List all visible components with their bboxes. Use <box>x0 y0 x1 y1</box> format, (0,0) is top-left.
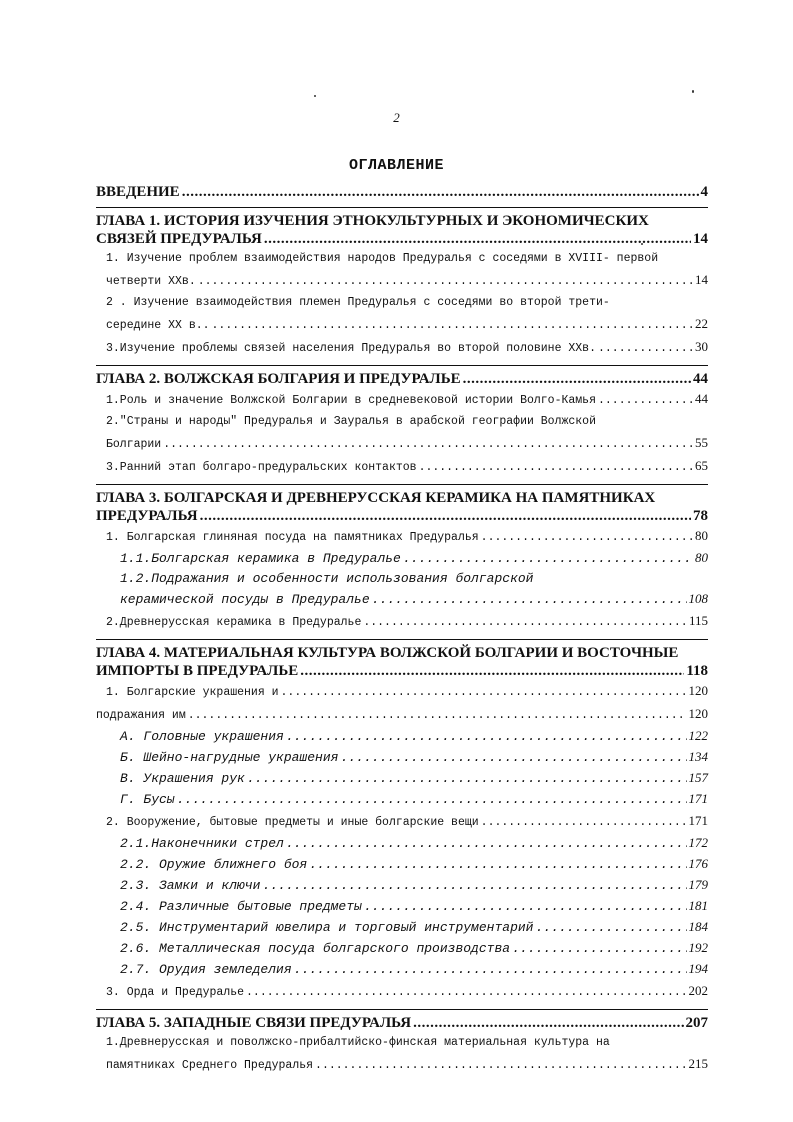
dot-leader <box>598 338 693 359</box>
toc-entry-title: СВЯЗЕЙ ПРЕДУРАЛЬЯ <box>96 231 262 247</box>
toc-title: ОГЛАВЛЕНИЕ <box>348 157 444 174</box>
toc-page-number: 194 <box>688 961 708 976</box>
dot-leader <box>403 549 693 569</box>
toc-page-number: 172 <box>688 835 708 850</box>
section-divider <box>96 207 708 208</box>
toc-entry-title: ПРЕДУРАЛЬЯ <box>96 508 198 524</box>
toc-entry-row <box>106 455 708 478</box>
toc-page-number: 78 <box>693 508 708 524</box>
toc-page-number: 176 <box>688 856 708 871</box>
toc-entry-row <box>120 875 708 896</box>
toc-entry-title: четверти XXв. <box>106 275 196 288</box>
toc-entry-row <box>106 269 708 292</box>
toc-entry-title: керамической посуды в Предуралье <box>120 592 370 607</box>
dot-leader <box>177 790 687 810</box>
toc-entry-row <box>120 747 708 768</box>
scan-speck <box>314 95 316 97</box>
dot-leader <box>535 918 686 938</box>
toc-entry-title: А. Головные украшения <box>120 729 284 744</box>
toc-entry-title: 1.1.Болгарская керамика в Предуралье <box>120 551 401 566</box>
toc-entry-row <box>106 810 708 833</box>
toc-entry-title: 3.Изучение проблемы связей населения Предуралья во второй половине XXв. <box>106 342 596 355</box>
dot-leader <box>264 230 691 248</box>
dot-leader <box>286 834 687 854</box>
toc-entry-title: 1.Роль и значение Волжской Болгарии в средневековой истории Волго-Камья <box>106 394 596 407</box>
toc-entry-row <box>120 854 708 875</box>
toc-page-number: 80 <box>695 550 708 565</box>
toc-subsection <box>96 854 708 875</box>
toc-entry-row <box>96 183 708 201</box>
toc-subsection <box>96 875 708 896</box>
toc-section <box>96 610 708 633</box>
toc-section <box>96 388 708 411</box>
toc-page-number: 4 <box>700 184 708 200</box>
toc-chapter <box>96 489 708 525</box>
dot-leader <box>286 727 687 747</box>
toc-subsection <box>96 833 708 854</box>
toc-section <box>96 525 708 548</box>
toc-entry-row <box>106 680 708 703</box>
toc-entry-row <box>96 370 708 388</box>
dot-leader <box>246 982 686 1003</box>
toc-page-number: 44 <box>693 371 708 387</box>
toc-entry-title: 2.Древнерусская керамика в Предуралье <box>106 616 362 629</box>
toc-chapter <box>96 1014 708 1032</box>
toc-entry-row <box>106 313 708 336</box>
dot-leader <box>309 855 686 875</box>
toc-page-number: 44 <box>695 391 708 406</box>
toc-entry-title: 2.7. Орудия земледелия <box>120 962 292 977</box>
toc-page-number: 108 <box>688 591 708 606</box>
toc-page-number: 179 <box>688 877 708 892</box>
toc-chapter <box>96 644 708 680</box>
toc-subsection <box>96 896 708 917</box>
section-divider <box>96 639 708 640</box>
toc-entry-title: памятниках Среднего Предуралья <box>106 1059 314 1072</box>
toc-entry-row <box>106 525 708 548</box>
dot-leader <box>188 705 687 726</box>
toc-section <box>96 680 708 703</box>
dot-leader <box>163 434 693 455</box>
dot-leader <box>340 748 686 768</box>
toc-entry-title-line: 2."Страны и народы" Предуралья и Зауралья в арабской географии Волжской <box>106 415 596 428</box>
toc-chapter <box>96 370 708 388</box>
toc-page-number: 134 <box>688 749 708 764</box>
toc-entry-row <box>96 662 708 680</box>
toc-page-number: 14 <box>695 272 708 287</box>
toc-page-number: 118 <box>686 663 708 679</box>
toc-page-number: 171 <box>688 813 708 828</box>
dot-leader <box>198 271 693 292</box>
toc-entry-row <box>120 589 708 610</box>
dot-leader <box>372 590 687 610</box>
toc-subsection <box>96 726 708 747</box>
dot-leader <box>413 1014 683 1032</box>
toc-section <box>96 455 708 478</box>
table-of-contents <box>96 183 708 1076</box>
toc-section <box>96 411 708 455</box>
toc-subsection <box>96 569 708 610</box>
toc-page-number: 55 <box>695 435 708 450</box>
toc-subsection <box>96 917 708 938</box>
toc-entry-title: ГЛАВА 5. ЗАПАДНЫЕ СВЯЗИ ПРЕДУРАЛЬЯ <box>96 1015 412 1031</box>
toc-page-number: 22 <box>695 316 708 331</box>
toc-entry-row <box>96 507 708 525</box>
toc-entry-row <box>120 938 708 959</box>
page-number: 2 <box>393 110 400 125</box>
toc-entry-title: ИМПОРТЫ В ПРЕДУРАЛЬЕ <box>96 663 299 679</box>
toc-page-number: 80 <box>695 528 708 543</box>
toc-entry-title: 3. Орда и Предуралье <box>106 986 245 999</box>
toc-chapter <box>96 212 708 248</box>
toc-entry-row <box>106 980 708 1003</box>
toc-page-number: 115 <box>688 613 708 628</box>
toc-page-number: 14 <box>693 231 708 247</box>
toc-page-number: 120 <box>688 683 708 698</box>
toc-section <box>96 810 708 833</box>
dot-leader <box>315 1055 686 1076</box>
toc-entry-title-line: 2 . Изучение взаимодействия племен Предуралья с соседями во второй трети- <box>106 296 610 309</box>
section-divider <box>96 1009 708 1010</box>
toc-page-number: 30 <box>695 339 708 354</box>
toc-page-number: 202 <box>688 983 708 998</box>
toc-page-number: 157 <box>688 770 708 785</box>
toc-entry-title: 1. Болгарская глиняная посуда на памятниках Предуралья <box>106 531 479 544</box>
toc-entry-row <box>120 833 708 854</box>
dot-leader <box>419 457 693 478</box>
toc-page-number: 215 <box>688 1056 708 1071</box>
toc-entry-row <box>120 726 708 747</box>
dot-leader <box>281 682 687 703</box>
toc-entry-row <box>106 336 708 359</box>
toc-entry-row <box>96 230 708 248</box>
toc-entry-row <box>120 789 708 810</box>
toc-entry-title: 2.2. Оружие ближнего боя <box>120 857 308 872</box>
dot-leader <box>182 183 699 201</box>
toc-subsection <box>96 959 708 980</box>
toc-entry-title: 2.5. Инструментарий ювелира и торговый инструментарий <box>120 920 534 935</box>
toc-entry-row <box>106 610 708 633</box>
toc-entry-title: ВВЕДЕНИЕ <box>96 184 180 200</box>
toc-subsection <box>96 747 708 768</box>
toc-entry-row <box>96 1014 708 1032</box>
toc-subsection <box>96 768 708 789</box>
toc-entry-title-line: ГЛАВА 4. МАТЕРИАЛЬНАЯ КУЛЬТУРА ВОЛЖСКОЙ БОЛГАРИИ И ВОСТОЧНЫЕ <box>96 645 679 661</box>
toc-entry-title: 2.6. Металлическая посуда болгарского производства <box>120 941 511 956</box>
toc-entry-title-line: ГЛАВА 3. БОЛГАРСКАЯ И ДРЕВНЕРУССКАЯ КЕРАМИКА НА ПАМЯТНИКАХ <box>96 490 656 506</box>
toc-section <box>96 336 708 359</box>
toc-entry-row <box>120 896 708 917</box>
toc-entry-row <box>120 548 708 569</box>
dot-leader <box>247 769 687 789</box>
toc-page-number: 184 <box>688 919 708 934</box>
section-divider <box>96 365 708 366</box>
toc-subsection <box>96 548 708 569</box>
toc-entry-title-line: 1. Изучение проблем взаимодействия народов Предуралья с соседями в XVIII- первой <box>106 252 659 265</box>
toc-section <box>96 1032 708 1076</box>
toc-section <box>96 248 708 292</box>
dot-leader <box>481 527 693 548</box>
toc-page-number: 171 <box>688 791 708 806</box>
toc-entry-title: середине XX в.. <box>106 319 210 332</box>
toc-entry-title-line: ГЛАВА 1. ИСТОРИЯ ИЗУЧЕНИЯ ЭТНОКУЛЬТУРНЫХ И ЭКОНОМИЧЕСКИХ <box>96 213 649 229</box>
toc-page-number: 192 <box>688 940 708 955</box>
toc-subsection <box>96 789 708 810</box>
toc-entry-title: ГЛАВА 2. ВОЛЖСКАЯ БОЛГАРИЯ И ПРЕДУРАЛЬЕ <box>96 371 461 387</box>
toc-entry-row <box>120 768 708 789</box>
dot-leader <box>598 390 693 411</box>
toc-entry-title: 2.4. Различные бытовые предметы <box>120 899 362 914</box>
toc-entry-title: 2.3. Замки и ключи <box>120 878 261 893</box>
toc-entry-row <box>96 703 708 726</box>
toc-entry-row <box>120 959 708 980</box>
toc-entry-title: подражания им <box>96 709 186 722</box>
dot-leader <box>363 612 687 633</box>
toc-entry-title: Болгарии <box>106 438 162 451</box>
toc-entry-title-line: 1.2.Подражания и особенности использования болгарской <box>120 571 534 586</box>
dot-leader <box>300 662 684 680</box>
dot-leader <box>200 507 691 525</box>
toc-entry-title: 2. Вооружение, бытовые предметы и иные болгарские вещи <box>106 816 479 829</box>
dot-leader <box>463 370 691 388</box>
toc-chapter <box>96 183 708 201</box>
toc-page-number: 120 <box>688 706 708 721</box>
scan-speck <box>692 90 694 93</box>
toc-entry-title: Г. Бусы <box>120 792 175 807</box>
toc-subsection <box>96 938 708 959</box>
toc-entry-title: 3.Ранний этап болгаро-предуральских контактов <box>106 461 417 474</box>
toc-page-number: 207 <box>685 1015 708 1031</box>
toc-section <box>96 703 708 726</box>
toc-entry-title-line: 1.Древнерусская и поволжско-прибалтийско-финская материальная культура на <box>106 1036 610 1049</box>
dot-leader <box>212 315 693 336</box>
toc-entry-title: 1. Болгарские украшения и <box>106 686 279 699</box>
toc-entry-title: В. Украшения рук <box>120 771 245 786</box>
toc-entry-row <box>106 388 708 411</box>
toc-page-number: 122 <box>688 728 708 743</box>
section-divider <box>96 484 708 485</box>
dot-leader <box>262 876 686 896</box>
dot-leader <box>481 812 687 833</box>
toc-entry-title: 2.1.Наконечники стрел <box>120 836 284 851</box>
dot-leader <box>364 897 687 917</box>
toc-entry-title: Б. Шейно-нагрудные украшения <box>120 750 339 765</box>
toc-section <box>96 980 708 1003</box>
toc-page-number: 65 <box>695 458 708 473</box>
scan-speck <box>641 243 643 245</box>
toc-entry-row <box>106 432 708 455</box>
toc-entry-row <box>120 917 708 938</box>
toc-entry-row <box>106 1053 708 1076</box>
toc-section <box>96 292 708 336</box>
dot-leader <box>294 960 687 980</box>
toc-page-number: 181 <box>688 898 708 913</box>
dot-leader <box>512 939 686 959</box>
